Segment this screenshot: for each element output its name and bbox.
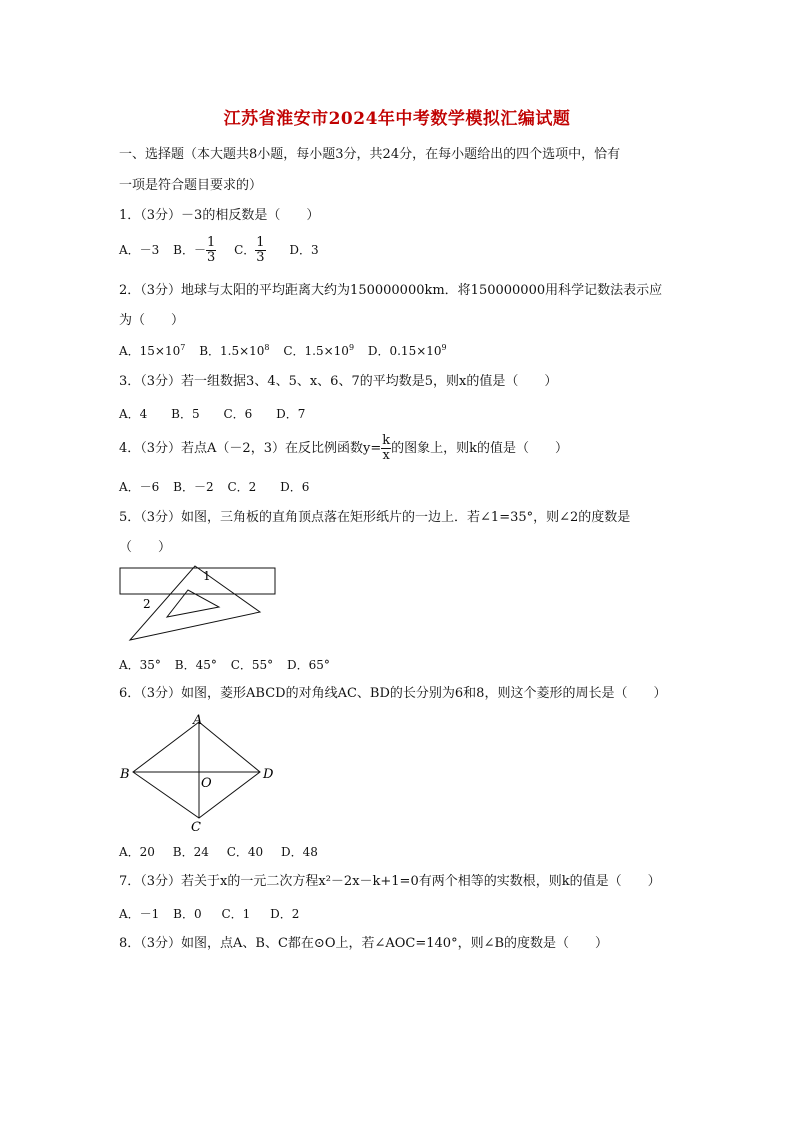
- q2-option-c: C．$1.5\times 10^9$: [283, 343, 355, 358]
- section-heading-line1: 一、选择题（本大题共8小题，每小题3分，共24分，在每小题给出的四个选项中，恰有: [119, 147, 621, 162]
- q3-option-b: B．5: [171, 407, 200, 421]
- q4-option-d: D．6: [280, 480, 310, 494]
- q5-option-a: A．35°: [119, 658, 161, 672]
- q1-option-a: A．－3: [119, 243, 160, 257]
- q2-option-b: B．$1.5\times 10^8$: [199, 343, 270, 358]
- page-title: 江苏省淮安市2024年中考数学模拟汇编试题: [223, 109, 571, 129]
- rhombus-abcd: [133, 722, 260, 818]
- q2-options: [119, 342, 457, 359]
- q7-option-a: A．－1: [119, 907, 160, 921]
- q1-fraction-c: $\frac{1}{3}$: [256, 235, 265, 265]
- q3-option-d: D．7: [276, 407, 306, 421]
- vertex-b-label: B: [120, 767, 130, 782]
- q4-fraction: $\frac{k}{x}$: [382, 433, 391, 463]
- section-heading-line2: 一项是符合题目要求的）: [119, 178, 263, 193]
- vertex-c-label: C: [191, 820, 201, 835]
- q6-option-c: C．40: [226, 845, 264, 859]
- q5-options: [119, 656, 340, 673]
- q4-options: [119, 478, 319, 495]
- q7-option-c: C．1: [221, 907, 251, 921]
- q2-option-d: D．$0.15\times 10^9$: [367, 343, 447, 358]
- vertex-a-label: A: [193, 713, 203, 728]
- q3-stem: 3．（3分）若一组数据3、4、5、x、6、7的平均数是5，则x的值是（ ）: [119, 374, 558, 389]
- q1-option-d: D．3: [289, 243, 319, 257]
- q1-option-c: C． $\frac{1}{3}$: [234, 243, 275, 257]
- q5-option-b: B．45°: [174, 658, 217, 672]
- q1-options: [119, 236, 329, 265]
- rectangle-paper: [120, 568, 275, 594]
- q2-option-a: A．$15\times 10^7$: [119, 343, 186, 358]
- q6-option-b: B．24: [172, 845, 209, 859]
- q6-options: [119, 843, 328, 860]
- q5-option-c: C．55°: [230, 658, 274, 672]
- q7-option-d: D．2: [270, 907, 300, 921]
- q4-option-a: A．－6: [119, 480, 160, 494]
- q4-stem: 4．（3分）若点A（－2，3）在反比例函数y= $\frac{k}{x}$ 的图象上，则k的值是（ ）: [119, 433, 568, 463]
- vertex-d-label: D: [263, 767, 274, 782]
- q3-options: [119, 405, 315, 422]
- q8-stem: 8．（3分）如图，点A、B、C都在⊙O上，若∠AOC=140°，则∠B的度数是（ ）: [119, 936, 609, 951]
- q3-option-a: A．4: [119, 407, 148, 421]
- q7-stem: 7．（3分）若关于x的一元二次方程x²－2x－k+1=0有两个相等的实数根，则k的值是（ ）: [119, 874, 661, 889]
- q2-stem-line2: 为（ ）: [119, 313, 185, 328]
- q1-stem: 1．（3分）－3的相反数是（ ）: [119, 208, 320, 223]
- q5-stem-line2: （ ）: [119, 540, 172, 555]
- q5-stem-line1: 5．（3分）如图，三角板的直角顶点落在矩形纸片的一边上．若∠1=35°，则∠2的度数是: [119, 510, 631, 525]
- q4-option-c: C．2: [227, 480, 257, 494]
- q5-figure: [115, 560, 285, 650]
- q1-fraction-b: $\frac{1}{3}$: [206, 235, 216, 265]
- q7-options: [119, 905, 309, 922]
- q6-figure: [115, 710, 280, 835]
- center-o-label: O: [201, 776, 212, 791]
- q6-stem: 6．（3分）如图，菱形ABCD的对角线AC、BD的长分别为6和8，则这个菱形的周长是（ ）: [119, 686, 667, 701]
- angle-1-label: 1: [203, 569, 211, 583]
- q4-option-b: B．－2: [173, 480, 214, 494]
- q2-stem-line1: 2．（3分）地球与太阳的平均距离大约为150000000km．将150000000用科学记数法表示应: [119, 283, 663, 298]
- q1-option-b: B．－ $\frac{1}{3}$: [173, 243, 226, 257]
- q6-option-a: A．20: [119, 845, 155, 859]
- q5-option-d: D．65°: [286, 658, 330, 672]
- angle-2-label: 2: [143, 597, 151, 611]
- q7-option-b: B．0: [173, 907, 202, 921]
- q3-option-c: C．6: [223, 407, 253, 421]
- q6-option-d: D．48: [280, 845, 318, 859]
